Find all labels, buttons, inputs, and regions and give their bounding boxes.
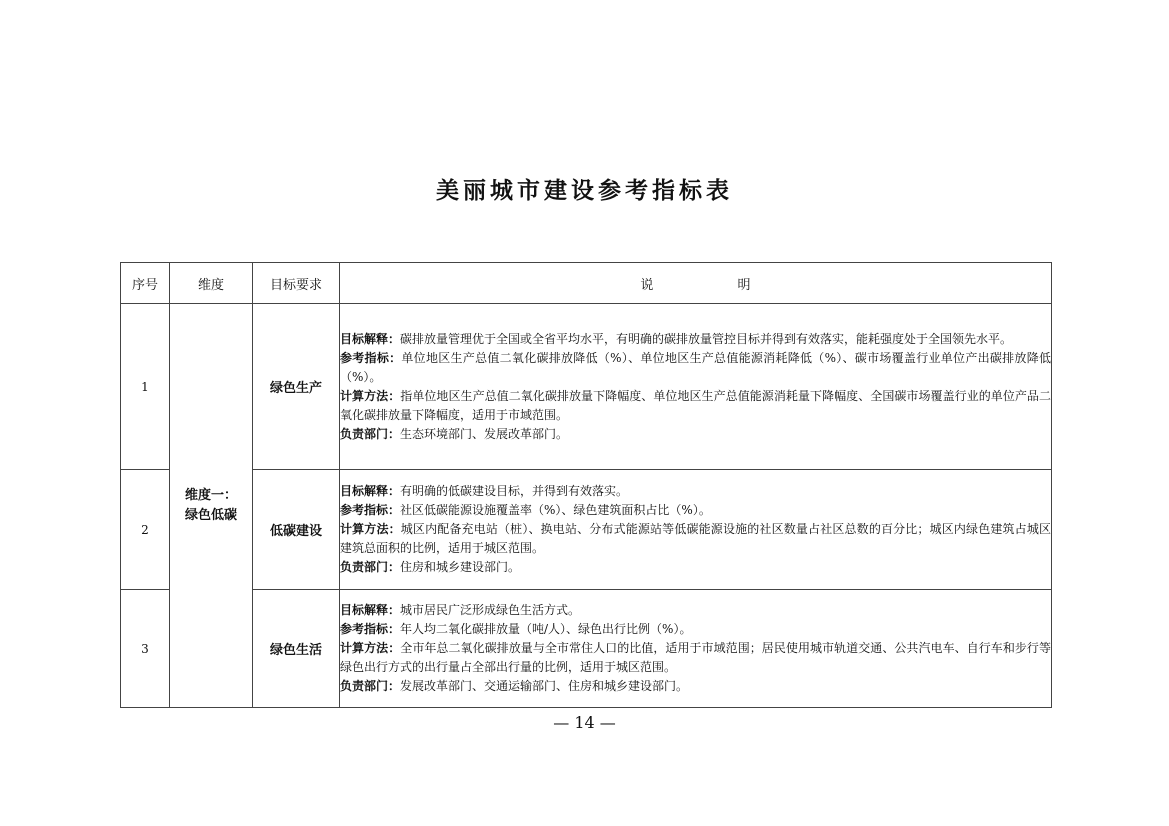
table-row xyxy=(121,470,1052,590)
reference-line xyxy=(340,620,1051,639)
row-goal: 绿色生产 xyxy=(253,304,340,470)
explanation-label: 目标解释： xyxy=(340,331,401,346)
page-title: 美丽城市建设参考指标表 xyxy=(436,178,733,204)
reference-label: 参考指标： xyxy=(340,622,401,636)
dimension-cell xyxy=(170,304,253,708)
dept-label: 负责部门： xyxy=(340,679,401,693)
header-description: 说 明 xyxy=(340,263,1052,304)
method-label: 计算方法： xyxy=(340,641,401,655)
dimension-label: 维度一： xyxy=(184,487,237,503)
explanation-line xyxy=(340,330,1051,349)
method-text: 指单位地区生产总值二氧化碳排放量下降幅度、单位地区生产总值能源消耗量下降幅度、全国碳市场覆盖行业的单位产品二氧化碳排放量下降幅度，适用于市域范围。 xyxy=(340,388,1051,422)
table-header-row xyxy=(121,263,1052,304)
method-line xyxy=(340,387,1051,425)
explanation-text: 有明确的低碳建设目标，并得到有效落实。 xyxy=(400,484,629,498)
row-seq: 1 xyxy=(121,304,170,470)
table-row xyxy=(121,590,1052,708)
explanation-line xyxy=(340,482,1051,501)
reference-text: 年人均二氧化碳排放量（吨/人）、绿色出行比例（%）。 xyxy=(400,622,692,636)
reference-label: 参考指标： xyxy=(340,350,402,365)
reference-line xyxy=(340,501,1051,520)
row-description xyxy=(340,590,1052,708)
dept-label: 负责部门： xyxy=(340,560,401,574)
row-description xyxy=(340,304,1052,470)
explanation-line xyxy=(340,601,1051,620)
dept-line xyxy=(340,425,1051,444)
dept-text: 住房和城乡建设部门。 xyxy=(400,560,521,574)
row-goal: 低碳建设 xyxy=(253,470,340,590)
row-seq: 2 xyxy=(121,470,170,590)
dept-text: 发展改革部门、交通运输部门、住房和城乡建设部门。 xyxy=(400,679,689,693)
method-line xyxy=(340,520,1051,558)
method-label: 计算方法： xyxy=(340,522,401,536)
page-number: — 14 — xyxy=(553,713,616,732)
table-row xyxy=(121,304,1052,470)
row-goal: 绿色生活 xyxy=(253,590,340,708)
header-goal: 目标要求 xyxy=(253,263,340,304)
dept-label: 负责部门： xyxy=(340,426,401,441)
reference-text: 单位地区生产总值二氧化碳排放降低（%）、单位地区生产总值能源消耗降低（%）、碳市场覆盖行业单位产出碳排放降低（%）。 xyxy=(340,350,1051,384)
method-label: 计算方法： xyxy=(340,388,401,403)
reference-text: 社区低碳能源设施覆盖率（%）、绿色建筑面积占比（%）。 xyxy=(400,503,711,517)
row-seq: 3 xyxy=(121,590,170,708)
dept-line xyxy=(340,558,1051,577)
explanation-text: 城市居民广泛形成绿色生活方式。 xyxy=(400,603,581,617)
method-text: 全市年总二氧化碳排放量与全市常住人口的比值，适用于市域范围；居民使用城市轨道交通、公共汽电车、自行车和步行等绿色出行方式的出行量占全部出行量的比例，适用于城区范围。 xyxy=(340,641,1051,674)
explanation-label: 目标解释： xyxy=(340,484,401,498)
explanation-text: 碳排放量管理优于全国或全省平均水平，有明确的碳排放量管控目标并得到有效落实，能耗强度处于全国领先水平。 xyxy=(400,331,1013,346)
dimension-name: 绿色低碳 xyxy=(184,507,237,523)
header-seq: 序号 xyxy=(121,263,170,304)
header-dimension: 维度 xyxy=(170,263,253,304)
method-text: 城区内配备充电站（桩）、换电站、分布式能源站等低碳能源设施的社区数量占社区总数的百分比；城区内绿色建筑占城区建筑总面积的比例，适用于城区范围。 xyxy=(340,522,1051,555)
reference-label: 参考指标： xyxy=(340,503,401,517)
dept-line xyxy=(340,677,1051,696)
explanation-label: 目标解释： xyxy=(340,603,401,617)
reference-line xyxy=(340,349,1051,387)
indicator-table xyxy=(120,262,1052,708)
method-line xyxy=(340,639,1051,677)
dept-text: 生态环境部门、发展改革部门。 xyxy=(400,426,569,441)
row-description xyxy=(340,470,1052,590)
